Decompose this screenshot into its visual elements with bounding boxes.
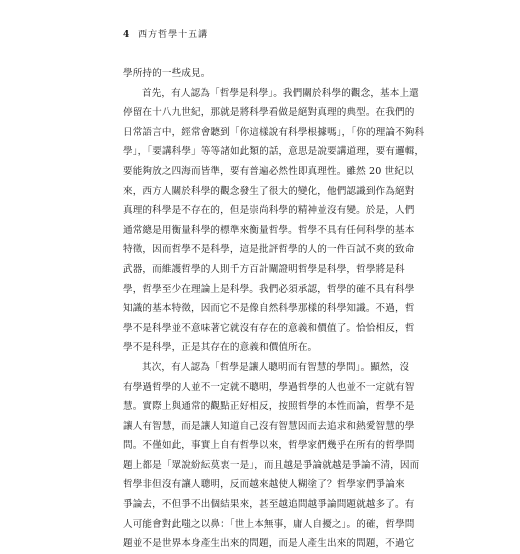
text-line: 題上都是「眾說紛紜莫衷一是」，而且越是爭論就越是爭論不清，因而: [123, 459, 420, 471]
running-head: [123, 29, 208, 41]
text-line: 真理的科學是不存在的，但是崇尚科學的精神並沒有變。於是，人們: [123, 205, 415, 217]
text-line: 讓人有智慧，而是讓人知道自己沒有智慧因而去追求和熱愛智慧的學: [123, 420, 415, 432]
body-text: [123, 64, 425, 554]
text-line: 首先，有人認為「哲學是科學」。我們關於科學的觀念，基本上還: [142, 87, 419, 99]
text-line: 學」，「要講科學」等等諸如此類的話，意思是說要講道理，要有邏輯，: [123, 146, 425, 158]
text-line: 問。不僅如此，事實上自有哲學以來，哲學家們幾乎在所有的哲學問: [123, 440, 415, 452]
text-line: 要能夠放之四海而皆準，要有普遍必然性即真理性。雖然 20 世紀以: [123, 165, 414, 177]
text-line: 來，西方人關於科學的觀念發生了很大的變化，他們認識到作為絕對: [123, 185, 415, 197]
text-line: 慧。實際上與通常的觀點正好相反，按照哲學的本性而論，哲學不是: [123, 401, 415, 413]
text-line: 通常總是用衡量科學的標準來衡量哲學。哲學不具有任何科學的基本: [123, 224, 415, 236]
text-line: 題並不是世界本身產生出來的問題，而是人產生出來的問題，不過它: [123, 538, 415, 550]
text-line: 學不是科學，正是其存在的意義和價值所在。: [123, 342, 318, 354]
text-line: 特徵，因而哲學不是科學，這是批評哲學的人的一件百試不爽的致命: [123, 244, 415, 256]
text-line: 學所持的一些成見。: [123, 68, 211, 79]
page-number: 4: [123, 30, 130, 40]
text-line: 人可能會對此嗤之以鼻：「世上本無事，庸人自擾之」。的確，哲學問: [123, 518, 415, 530]
text-line: 武器，而維護哲學的人則千方百計闡證明哲學是科學，哲學將是科: [123, 263, 405, 275]
book-title: 西方哲學十五講: [138, 30, 209, 40]
text-line: 知識的基本特徵，因而它不是像自然科學那樣的科學知識。不過，哲: [123, 303, 415, 315]
text-line: 有學過哲學的人並不一定就不聰明，學過哲學的人也並不一定就有智: [123, 381, 415, 393]
text-line: 日常語言中，經常會聽到「你這樣說有科學根據嗎」，「你的理論不夠科: [123, 126, 425, 138]
text-line: 停留在十八九世紀，那就是將科學看做是絕對真理的典型。在我們的: [123, 107, 415, 119]
text-line: 哲學非但沒有讓人聰明，反而越來越使人糊塗了？哲學家們爭論來: [123, 479, 405, 491]
text-line: 其次，有人認為「哲學是讓人聰明而有智慧的學問」。顯然，沒: [142, 361, 410, 373]
text-line: 爭論去，不但爭不出個結果來，甚至越追問越爭論問題就越多了。有: [123, 499, 415, 511]
text-line: 學，哲學至少在理論上是科學。我們必須承認，哲學的確不具有科學: [123, 283, 415, 295]
text-line: 學不是科學並不意味著它就沒有存在的意義和價值了。恰恰相反，哲: [123, 322, 415, 334]
